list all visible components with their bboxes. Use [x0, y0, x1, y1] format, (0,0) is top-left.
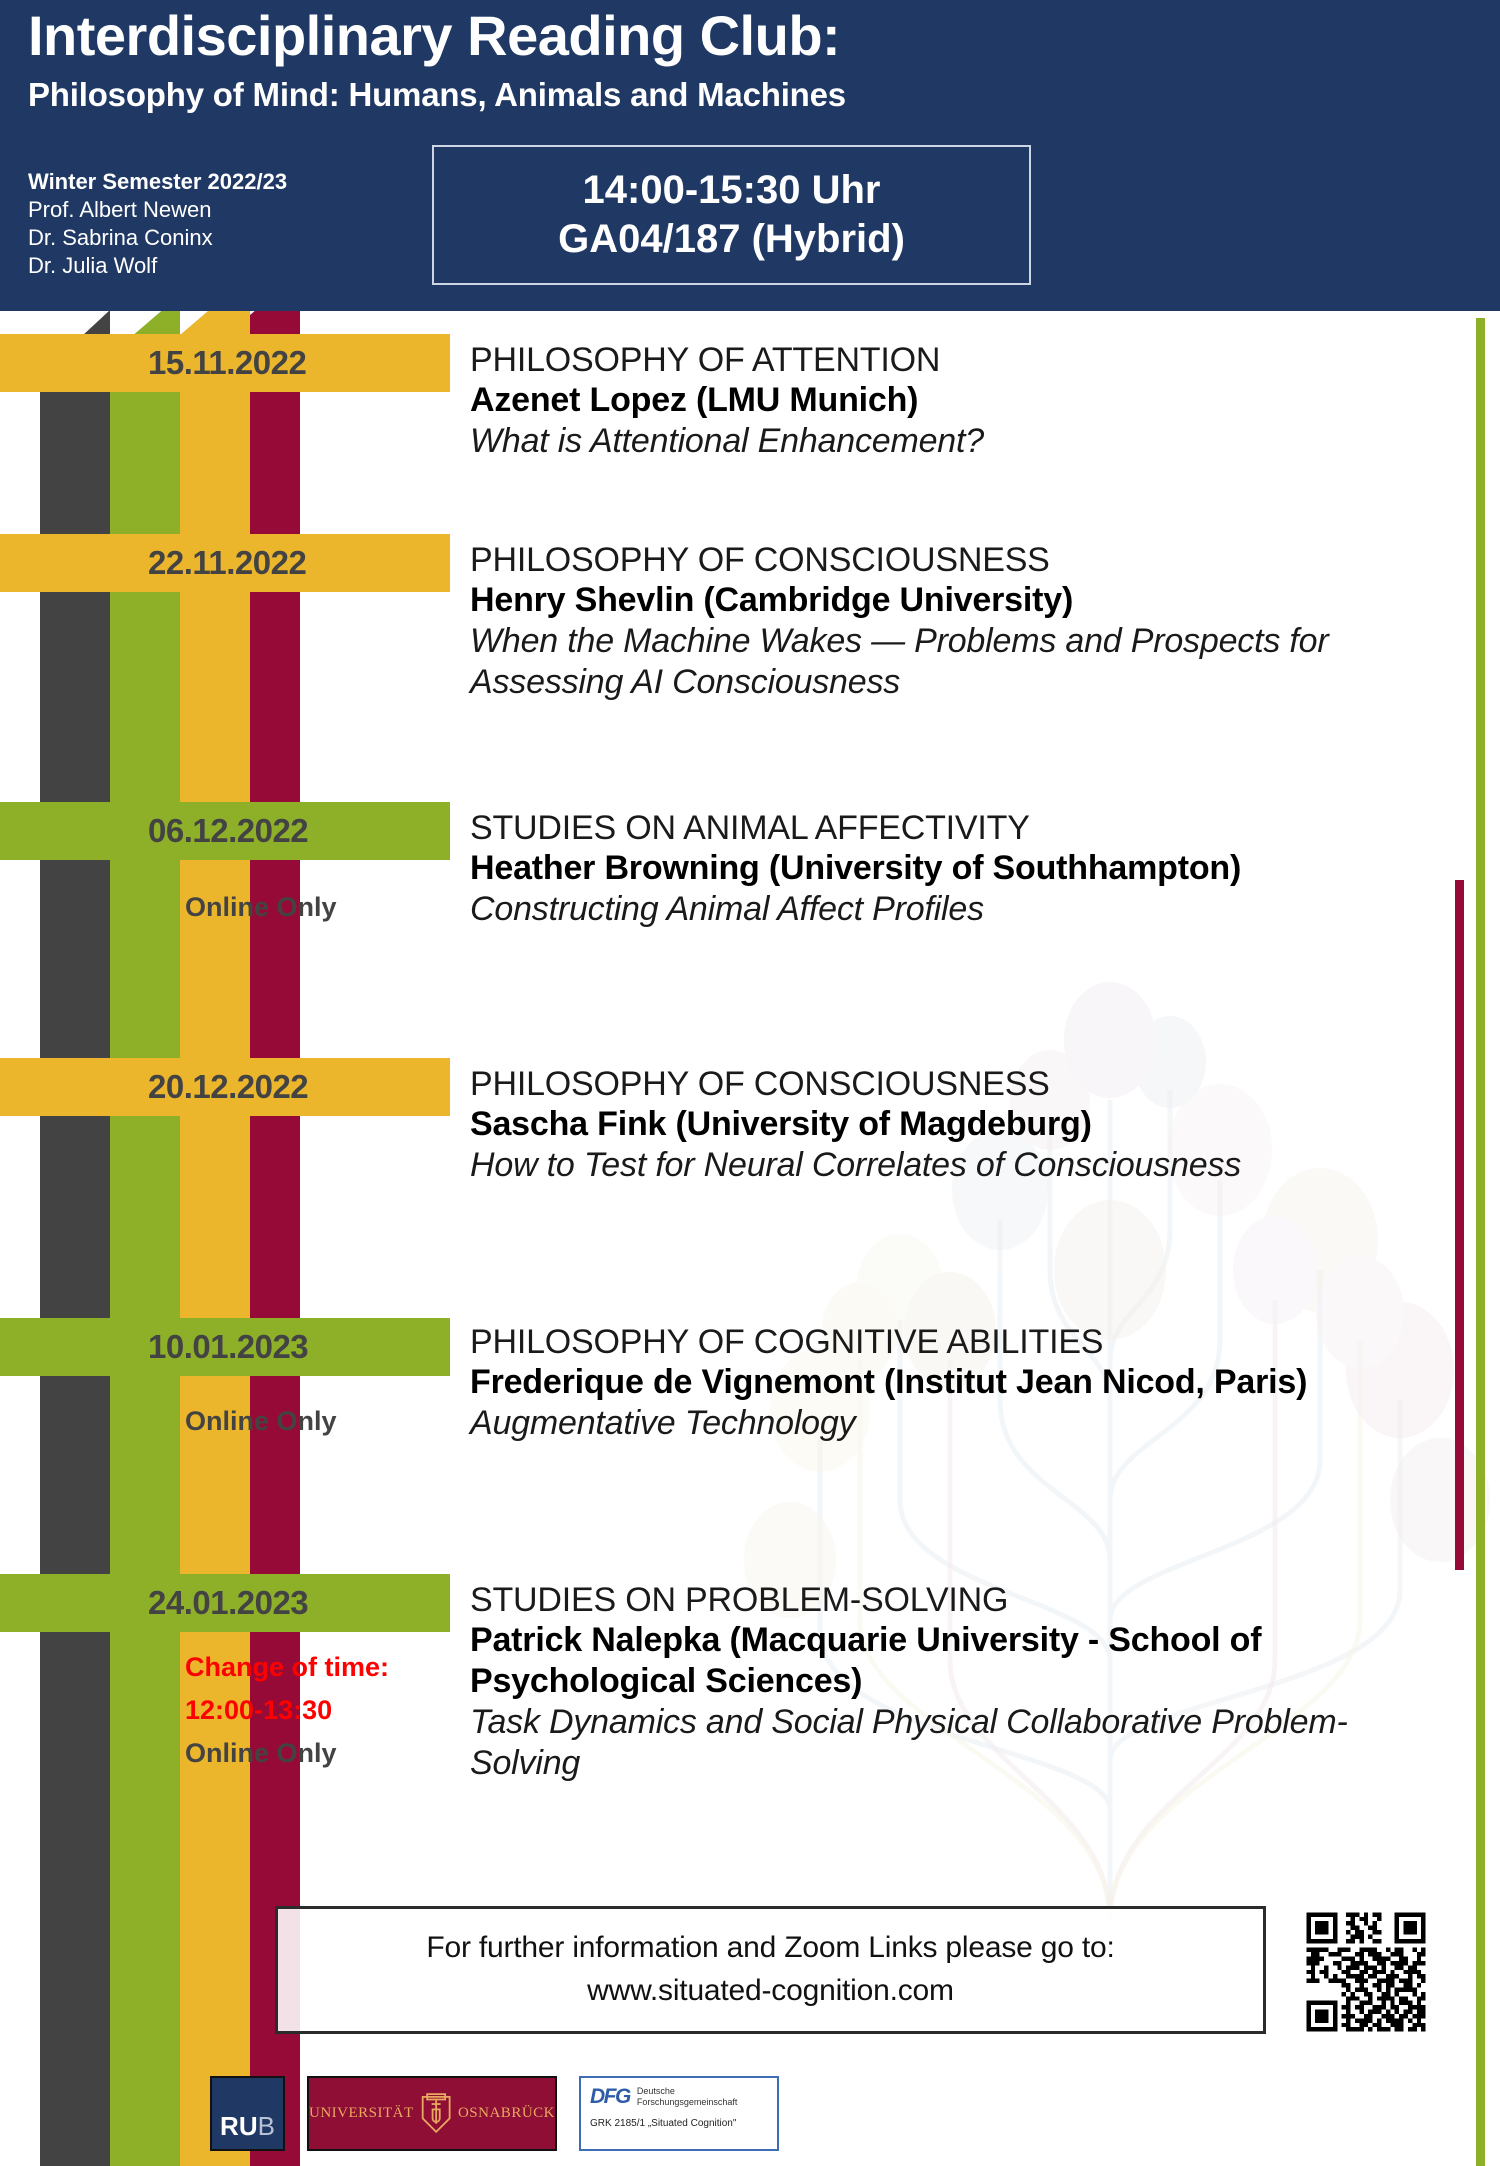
session-note: Online Only [185, 892, 337, 922]
session-talk-title: Constructing Animal Affect Profiles [470, 889, 984, 928]
session-date-col [0, 1040, 470, 1300]
session-category: STUDIES ON ANIMAL AFFECTIVITY [470, 809, 1030, 847]
session-date-col [0, 1560, 470, 1840]
dfg-grant-number: GRK 2185/1 „Situated Cognition" [590, 2117, 737, 2129]
session-time: 14:00-15:30 Uhr [582, 168, 881, 213]
session-text-col [470, 1040, 1500, 1300]
osnabrueck-logo [307, 2076, 557, 2151]
session-talk-title: Augmentative Technology [470, 1403, 856, 1442]
session-text-col [470, 520, 1500, 780]
session-talk-title: What is Attentional Enhancement? [470, 421, 984, 460]
qr-code-icon[interactable] [1302, 1908, 1430, 2036]
dfg-fullname-line1: Deutsche [636, 2085, 675, 2096]
session-date: 20.12.2022 [148, 1068, 309, 1105]
session-category: PHILOSOPHY OF CONSCIOUSNESS [470, 1065, 1050, 1103]
session-text-col [470, 1300, 1500, 1560]
session-date: 06.12.2022 [148, 812, 309, 849]
organizer-1: Prof. Albert Newen [28, 197, 212, 223]
dfg-fullname [637, 2086, 738, 2108]
session-list [0, 300, 1500, 1840]
session-date-col [0, 1300, 470, 1560]
session-date-col [0, 520, 470, 780]
osnabrueck-shield-icon [420, 2089, 452, 2137]
session-row [0, 300, 1500, 520]
session-note: Online Only [185, 1406, 337, 1436]
session-speaker: Heather Browning (University of Southhampton) [470, 849, 1242, 888]
date-badge [0, 534, 450, 592]
osnabrueck-logo-left: UNIVERSITÄT [309, 2104, 414, 2121]
dfg-fullname-line2: Forschungsgemeinschaft [636, 2096, 738, 2107]
session-category: PHILOSOPHY OF ATTENTION [470, 341, 941, 379]
rub-logo-ru: RU [220, 2110, 258, 2141]
session-row [0, 780, 1500, 1040]
page-title: Interdisciplinary Reading Club: [28, 4, 841, 67]
session-category: PHILOSOPHY OF CONSCIOUSNESS [470, 541, 1050, 579]
session-row [0, 1040, 1500, 1300]
dfg-logo [579, 2076, 779, 2151]
organizer-3: Dr. Julia Wolf [28, 253, 158, 279]
dfg-logo-top [590, 2085, 768, 2109]
date-badge [0, 334, 450, 392]
page-subtitle: Philosophy of Mind: Humans, Animals and Machines [28, 76, 846, 113]
session-room: GA04/187 (Hybrid) [558, 217, 905, 261]
dfg-wordmark: DFG [590, 2084, 630, 2108]
footer-logos [210, 2073, 779, 2153]
session-category: PHILOSOPHY OF COGNITIVE ABILITIES [470, 1323, 1104, 1361]
info-line-1: For further information and Zoom Links please go to: [426, 1931, 1115, 1965]
session-text-col [470, 780, 1500, 1040]
rub-logo [210, 2076, 285, 2151]
header-meta [28, 168, 448, 281]
session-speaker: Frederique de Vignemont (Institut Jean Nicod, Paris) [470, 1363, 1308, 1402]
session-row [0, 520, 1500, 780]
session-row [0, 1300, 1500, 1560]
date-badge [0, 1058, 450, 1116]
session-speaker: Henry Shevlin (Cambridge University) [470, 581, 1074, 620]
semester-label: Winter Semester 2022/23 [28, 169, 288, 194]
session-speaker: Patrick Nalepka (Macquarie University - School of Psychological Sciences) [470, 1621, 1262, 1700]
session-date: 15.11.2022 [148, 344, 307, 381]
date-badge [0, 802, 450, 860]
osnabrueck-logo-right: OSNABRÜCK [457, 2104, 555, 2121]
session-speaker: Sascha Fink (University of Magdeburg) [470, 1105, 1092, 1144]
session-date-col [0, 300, 470, 520]
date-badge [0, 1318, 450, 1376]
poster-header [0, 0, 1500, 311]
session-date-col [0, 780, 470, 1040]
session-talk-title: Task Dynamics and Social Physical Collaborative Problem-Solving [470, 1702, 1348, 1782]
session-note-online-only: Online Only [185, 1738, 337, 1768]
session-note-change-of-time: Change of time: [185, 1652, 390, 1682]
session-text-col [470, 1560, 1500, 1840]
session-category: STUDIES ON PROBLEM-SOLVING [470, 1581, 1009, 1619]
session-row [0, 1560, 1500, 1840]
session-text-col [470, 300, 1500, 520]
session-speaker: Azenet Lopez (LMU Munich) [470, 381, 919, 420]
session-note-new-time: 12:00-13:30 [185, 1695, 333, 1725]
info-website-url[interactable]: www.situated-cognition.com [587, 1974, 954, 2007]
info-box [275, 1906, 1266, 2034]
session-date: 24.01.2023 [148, 1584, 309, 1621]
session-date: 22.11.2022 [148, 544, 307, 581]
date-badge [0, 1574, 450, 1632]
session-date: 10.01.2023 [148, 1328, 309, 1365]
organizer-2: Dr. Sabrina Coninx [28, 225, 213, 251]
session-talk-title: How to Test for Neural Correlates of Consciousness [470, 1145, 1242, 1184]
session-talk-title: When the Machine Wakes — Problems and Prospects for Assessing AI Consciousness [470, 621, 1329, 701]
rub-logo-b: B [257, 2110, 275, 2141]
time-location-box [432, 145, 1031, 285]
